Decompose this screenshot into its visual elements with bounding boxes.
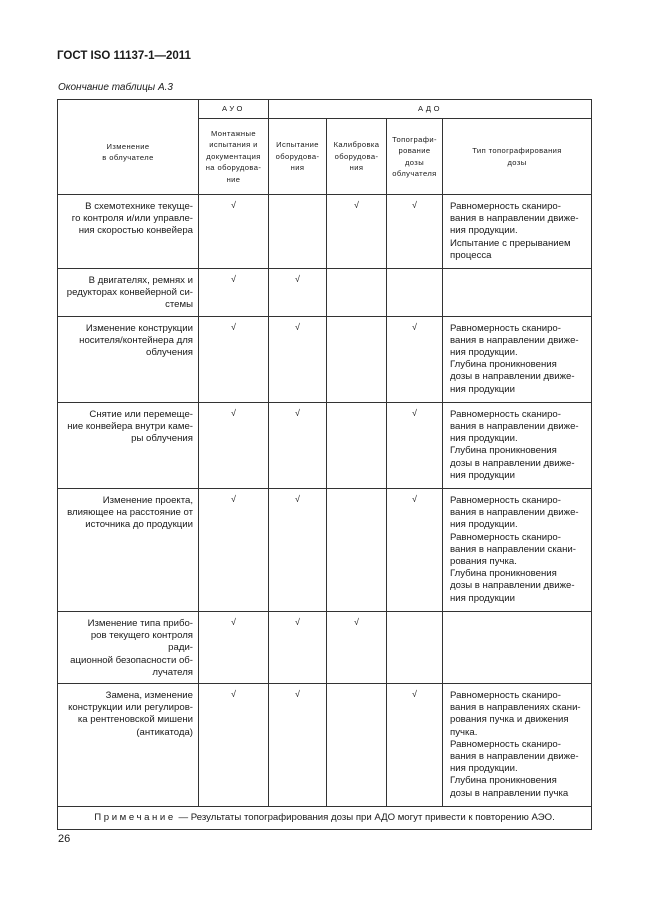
cell-change: Замена, изменение конструкции или регулиров- ка рентгеновской мишени (антикатода) [58, 683, 199, 806]
cell-calibration [327, 683, 387, 806]
page-number: 26 [58, 833, 71, 845]
cell-testing [269, 195, 327, 269]
cell-installation: √ [199, 402, 269, 488]
table-row [58, 316, 592, 402]
cell-installation: √ [199, 269, 269, 317]
cell-dose-mapping: √ [387, 683, 443, 806]
document-header: ГОСТ ISO 11137-1—2011 [57, 50, 191, 62]
cell-calibration: √ [327, 611, 387, 683]
header-calibration: Калибровка оборудова- ния [327, 119, 387, 195]
cell-change: Изменение проекта, влияющее на расстояние от источника до продукции [58, 489, 199, 612]
table-row [58, 611, 592, 683]
cell-dose-mapping: √ [387, 195, 443, 269]
cell-calibration [327, 402, 387, 488]
cell-dose-mapping [387, 269, 443, 317]
cell-mapping-type: Равномерность сканиро- вания в направлении движе- ния продукции. Глубина проникновения дозы в направлении движе- ния продукции [443, 316, 592, 402]
header-testing: Испытание оборудова- ния [269, 119, 327, 195]
cell-change: В схемотехнике текуще- го контроля и/или управле- ния скоростью конвейера [58, 195, 199, 269]
cell-calibration [327, 269, 387, 317]
cell-change: Изменение типа прибо- ров текущего контроля ради- ационной безопасности об- лучателя [58, 611, 199, 683]
cell-mapping-type: Равномерность сканиро- вания в направлениях скани- рования пучка и движения пучка. Равномерность сканиро- вания в направлении движе- ния продукции. Глубина проникновения дозы в направлении пучка [443, 683, 592, 806]
cell-mapping-type: Равномерность сканиро- вания в направлении движе- ния продукции. Равномерность сканиро- вания в направлении скани- рования пучка. Глубина проникновения дозы в направлении движе- ния продукции [443, 489, 592, 612]
cell-dose-mapping: √ [387, 489, 443, 612]
cell-installation: √ [199, 489, 269, 612]
table [57, 99, 592, 830]
cell-dose-mapping: √ [387, 316, 443, 402]
cell-testing: √ [269, 269, 327, 317]
header-change: Изменение в облучателе [58, 100, 199, 195]
cell-testing: √ [269, 316, 327, 402]
cell-testing: √ [269, 611, 327, 683]
cell-change: Изменение конструкции носителя/контейнера для облучения [58, 316, 199, 402]
cell-installation: √ [199, 611, 269, 683]
cell-testing: √ [269, 489, 327, 612]
cell-installation: √ [199, 195, 269, 269]
cell-dose-mapping: √ [387, 402, 443, 488]
cell-testing: √ [269, 683, 327, 806]
table-row [58, 402, 592, 488]
table-row [58, 269, 592, 317]
cell-installation: √ [199, 316, 269, 402]
table-row [58, 195, 592, 269]
table-row [58, 489, 592, 612]
header-group-auo: АУО [199, 100, 269, 119]
table-row [58, 683, 592, 806]
cell-calibration [327, 489, 387, 612]
header-installation: Монтажные испытания и документация на оборудова- ние [199, 119, 269, 195]
cell-mapping-type [443, 611, 592, 683]
table-note [58, 806, 592, 829]
cell-change: Снятие или перемеще- ние конвейера внутри каме- ры облучения [58, 402, 199, 488]
table-caption: Окончание таблицы А.3 [58, 82, 173, 93]
header-group-ado: АДО [269, 100, 592, 119]
cell-change: В двигателях, ремнях и редукторах конвейерной си- стемы [58, 269, 199, 317]
note-text: — Результаты топографирования дозы при АДО могут привести к повторению АЭО. [175, 812, 555, 824]
note-label: Примечание [94, 812, 176, 824]
cell-installation: √ [199, 683, 269, 806]
cell-testing: √ [269, 402, 327, 488]
cell-mapping-type: Равномерность сканиро- вания в направлении движе- ния продукции. Испытание с прерыванием процесса [443, 195, 592, 269]
cell-mapping-type: Равномерность сканиро- вания в направлении движе- ния продукции. Глубина проникновения дозы в направлении движе- ния продукции [443, 402, 592, 488]
cell-calibration [327, 316, 387, 402]
cell-dose-mapping [387, 611, 443, 683]
cell-calibration: √ [327, 195, 387, 269]
cell-mapping-type [443, 269, 592, 317]
header-mapping-type: Тип топографирования дозы [443, 119, 592, 195]
table-body [58, 195, 592, 807]
header-dose-mapping: Топографи- рование дозы облучателя [387, 119, 443, 195]
